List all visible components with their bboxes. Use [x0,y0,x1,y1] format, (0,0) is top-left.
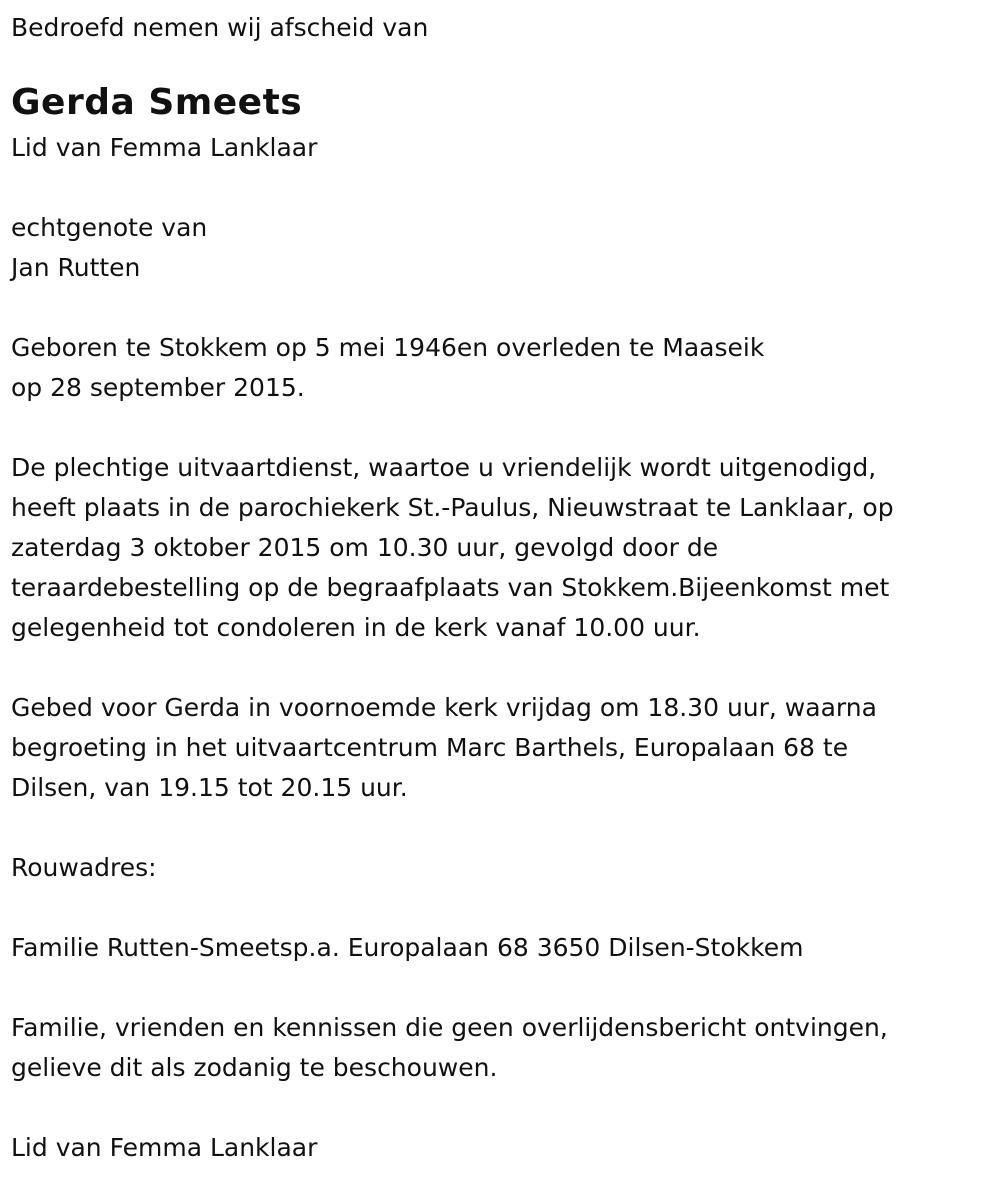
spacer [11,408,1000,448]
deceased-name: Gerda Smeets [11,82,303,123]
funeral-line: gelegenheid tot condoleren in de kerk vanaf 10.00 uur. [11,613,701,642]
spacer [11,968,1000,1008]
spacer [11,888,1000,928]
birth-death-line: Geboren te Stokkem op 5 mei 1946en overleden te Maaseik [11,333,765,362]
funeral-line: De plechtige uitvaartdienst, waartoe u vriendelijk wordt uitgenodigd, [11,453,877,482]
funeral-line: teraardebestelling op de begraafplaats van Stokkem.Bijeenkomst met [11,573,890,602]
prayer-line: Gebed voor Gerda in voornoemde kerk vrijdag om 18.30 uur, waarna [11,693,877,722]
spacer [11,168,1000,208]
spacer [11,1088,1000,1128]
spacer [11,48,1000,78]
notice-line: gelieve dit als zodanig te beschouwen. [11,1053,498,1082]
spouse-name: Jan Rutten [11,253,141,282]
intro-text: Bedroefd nemen wij afscheid van [11,13,429,42]
address-text: Familie Rutten-Smeetsp.a. Europalaan 68 3650 Dilsen-Stokkem [11,933,804,962]
address-label: Rouwadres: [11,853,157,882]
spacer [11,288,1000,328]
spacer [11,648,1000,688]
prayer-line: Dilsen, van 19.15 tot 20.15 uur. [11,773,408,802]
funeral-line: zaterdag 3 oktober 2015 om 10.30 uur, gevolgd door de [11,533,719,562]
prayer-line: begroeting in het uitvaartcentrum Marc Barthels, Europalaan 68 te [11,733,849,762]
birth-death-line: op 28 september 2015. [11,373,305,402]
membership-text: Lid van Femma Lanklaar [11,133,318,162]
spouse-label: echtgenote van [11,213,208,242]
spacer [11,808,1000,848]
footer-text: Lid van Femma Lanklaar [11,1133,318,1162]
funeral-line: heeft plaats in de parochiekerk St.-Paulus, Nieuwstraat te Lanklaar, op [11,493,894,522]
notice-line: Familie, vrienden en kennissen die geen overlijdensbericht ontvingen, [11,1013,888,1042]
